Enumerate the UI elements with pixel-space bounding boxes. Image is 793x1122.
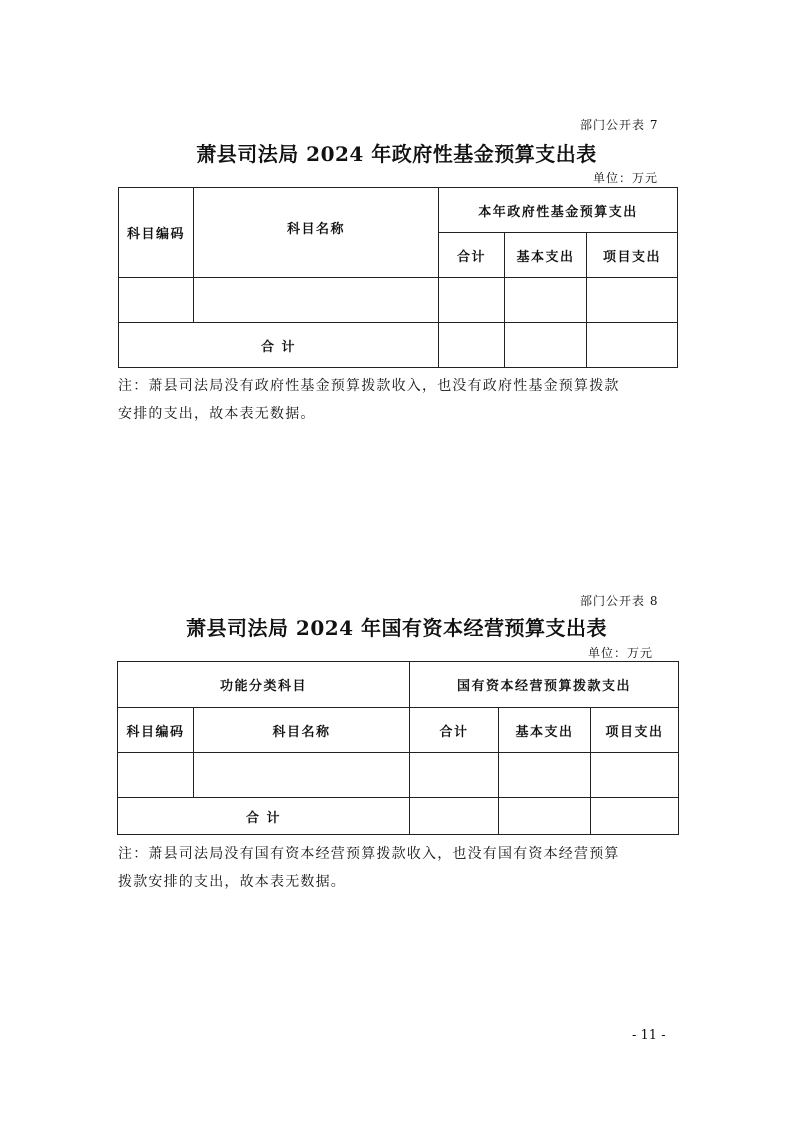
note-line: 注：萧县司法局没有政府性基金预算拨款收入，也没有政府性基金预算拨款 — [118, 378, 620, 394]
header-group: 国有资本经营预算拨款支出 — [410, 662, 679, 708]
header-category: 功能分类科目 — [118, 662, 410, 708]
cell — [194, 278, 439, 323]
header-total: 合计 — [410, 708, 499, 753]
table7 — [118, 187, 678, 368]
page-number: - 11 - — [632, 1028, 666, 1043]
cell — [194, 753, 410, 798]
note-line: 安排的支出，故本表无数据。 — [118, 406, 316, 422]
total-row — [119, 323, 678, 368]
cell — [439, 323, 505, 368]
note-line: 注：萧县司法局没有国有资本经营预算拨款收入，也没有国有资本经营预算 — [118, 846, 620, 862]
total-label: 合 计 — [119, 323, 439, 368]
header-code: 科目编码 — [119, 188, 194, 278]
table7-unit: 单位：万元 — [593, 171, 659, 185]
table7-title: 萧县司法局 2024 年政府性基金预算支出表 — [196, 142, 597, 166]
table8 — [117, 661, 679, 835]
header-project: 项目支出 — [587, 233, 678, 278]
table7-note — [118, 372, 678, 428]
header-name: 科目名称 — [194, 708, 410, 753]
cell — [410, 753, 499, 798]
table7-tag: 部门公开表 7 — [580, 118, 659, 132]
cell — [119, 278, 194, 323]
cell — [499, 798, 591, 835]
cell — [505, 323, 587, 368]
header-name: 科目名称 — [194, 188, 439, 278]
table8-title: 萧县司法局 2024 年国有资本经营预算支出表 — [185, 616, 608, 640]
cell — [118, 753, 194, 798]
cell — [499, 753, 591, 798]
cell — [505, 278, 587, 323]
cell — [591, 798, 679, 835]
cell — [439, 278, 505, 323]
table-row — [119, 278, 678, 323]
header-total: 合计 — [439, 233, 505, 278]
table8-tag: 部门公开表 8 — [580, 594, 659, 608]
table8-note — [118, 840, 678, 896]
total-label: 合 计 — [118, 798, 410, 835]
cell — [591, 753, 679, 798]
cell — [587, 278, 678, 323]
header-basic: 基本支出 — [499, 708, 591, 753]
note-line: 拨款安排的支出，故本表无数据。 — [118, 874, 346, 890]
cell — [587, 323, 678, 368]
header-code: 科目编码 — [118, 708, 194, 753]
header-group: 本年政府性基金预算支出 — [439, 188, 678, 233]
table-row — [118, 753, 679, 798]
cell — [410, 798, 499, 835]
header-basic: 基本支出 — [505, 233, 587, 278]
table8-unit: 单位：万元 — [588, 646, 654, 660]
header-project: 项目支出 — [591, 708, 679, 753]
total-row — [118, 798, 679, 835]
